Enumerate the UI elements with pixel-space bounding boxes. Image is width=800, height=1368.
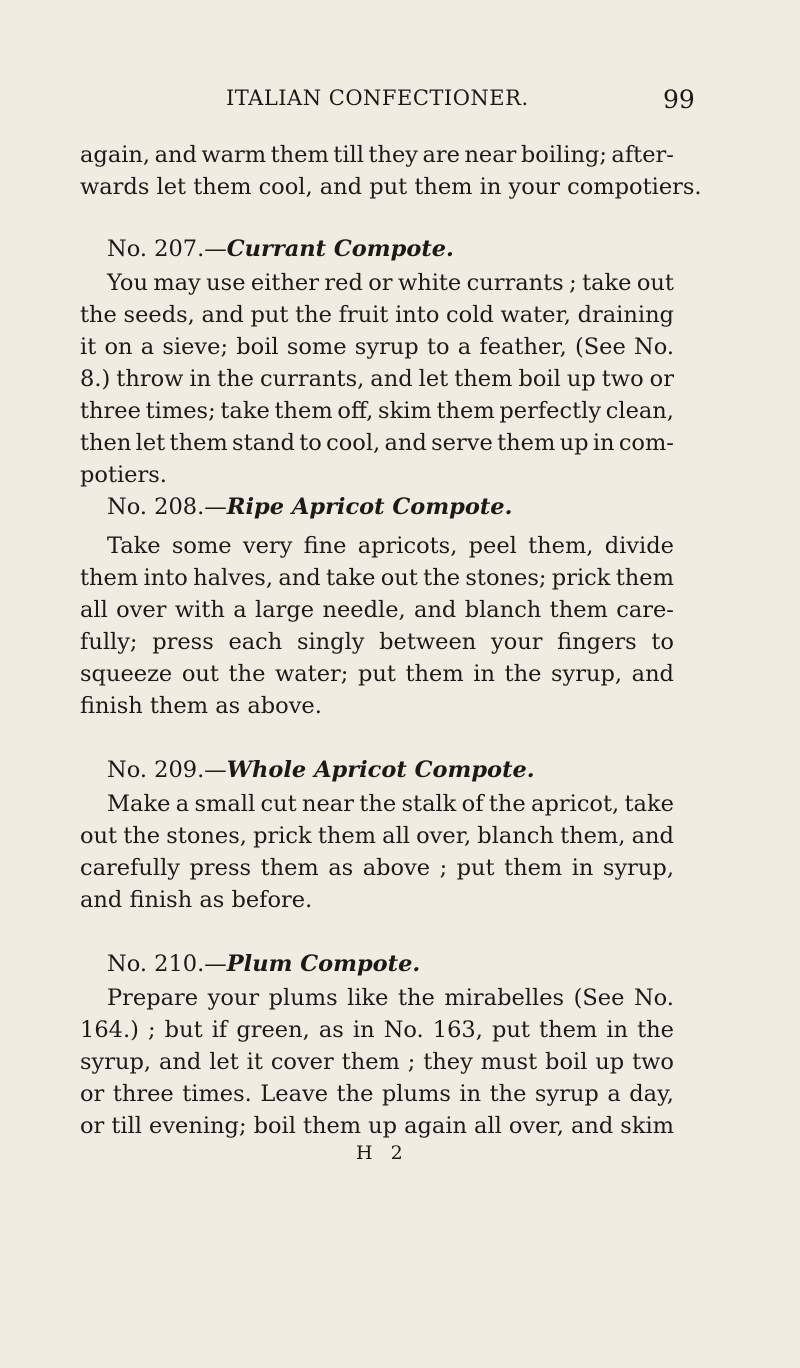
recipe-title: Ripe Apricot Compote. (226, 494, 513, 520)
recipe-number: No. 209.— (107, 757, 227, 783)
recipe-number: No. 208.— (107, 494, 227, 520)
text-line: then let them stand to cool, and serve them up in com- (80, 430, 674, 456)
text-line: 164.) ; but if green, as in No. 163, put them in the (80, 1017, 674, 1043)
recipe-heading (107, 234, 454, 264)
text-line: squeeze out the water; put them in the syrup, and (80, 661, 674, 687)
text-line: Make a small cut near the stalk of the apricot, take (107, 791, 674, 817)
text-line: and finish as before. (80, 887, 313, 913)
text-line: potiers. (80, 462, 167, 488)
recipe-number: No. 210.— (107, 951, 227, 977)
text-line: three times; take them off, skim them perfectly clean, (80, 398, 674, 424)
text-line: or till evening; boil them up again all over, and skim (80, 1113, 674, 1139)
recipe-title: Plum Compote. (226, 951, 421, 977)
text-line: all over with a large needle, and blanch them care- (80, 597, 674, 623)
recipe-title: Currant Compote. (226, 236, 454, 262)
recipe-heading (107, 755, 535, 785)
text-line: syrup, and let it cover them ; they must boil up two (80, 1049, 674, 1075)
text-line: fully; press each singly between your fingers to (80, 629, 674, 655)
text-line: 8.) throw in the currants, and let them boil up two or (80, 366, 674, 392)
signature-mark: H 2 (356, 1142, 409, 1164)
text-line: finish them as above. (80, 693, 322, 719)
text-line: it on a sieve; boil some syrup to a feather, (See No. (80, 334, 674, 360)
text-line: You may use either red or white currants ; take out (107, 270, 674, 296)
recipe-heading (107, 492, 512, 522)
page-number: 99 (663, 85, 695, 114)
running-title: ITALIAN CONFECTIONER. (226, 86, 529, 110)
text-line: Take some very fine apricots, peel them, divide (107, 533, 674, 559)
text-line: wards let them cool, and put them in your compotiers. (80, 174, 702, 200)
text-line: them into halves, and take out the stones; prick them (80, 565, 674, 591)
text-line: the seeds, and put the fruit into cold water, draining (80, 302, 674, 328)
text-line: or three times. Leave the plums in the syrup a day, (80, 1081, 674, 1107)
recipe-title: Whole Apricot Compote. (226, 757, 535, 783)
recipe-number: No. 207.— (107, 236, 227, 262)
text-line: out the stones, prick them all over, blanch them, and (80, 823, 674, 849)
recipe-heading (107, 949, 420, 979)
text-line: Prepare your plums like the mirabelles (See No. (107, 985, 674, 1011)
text-line: again, and warm them till they are near boiling; after- (80, 142, 674, 168)
text-line: carefully press them as above ; put them in syrup, (80, 855, 674, 881)
